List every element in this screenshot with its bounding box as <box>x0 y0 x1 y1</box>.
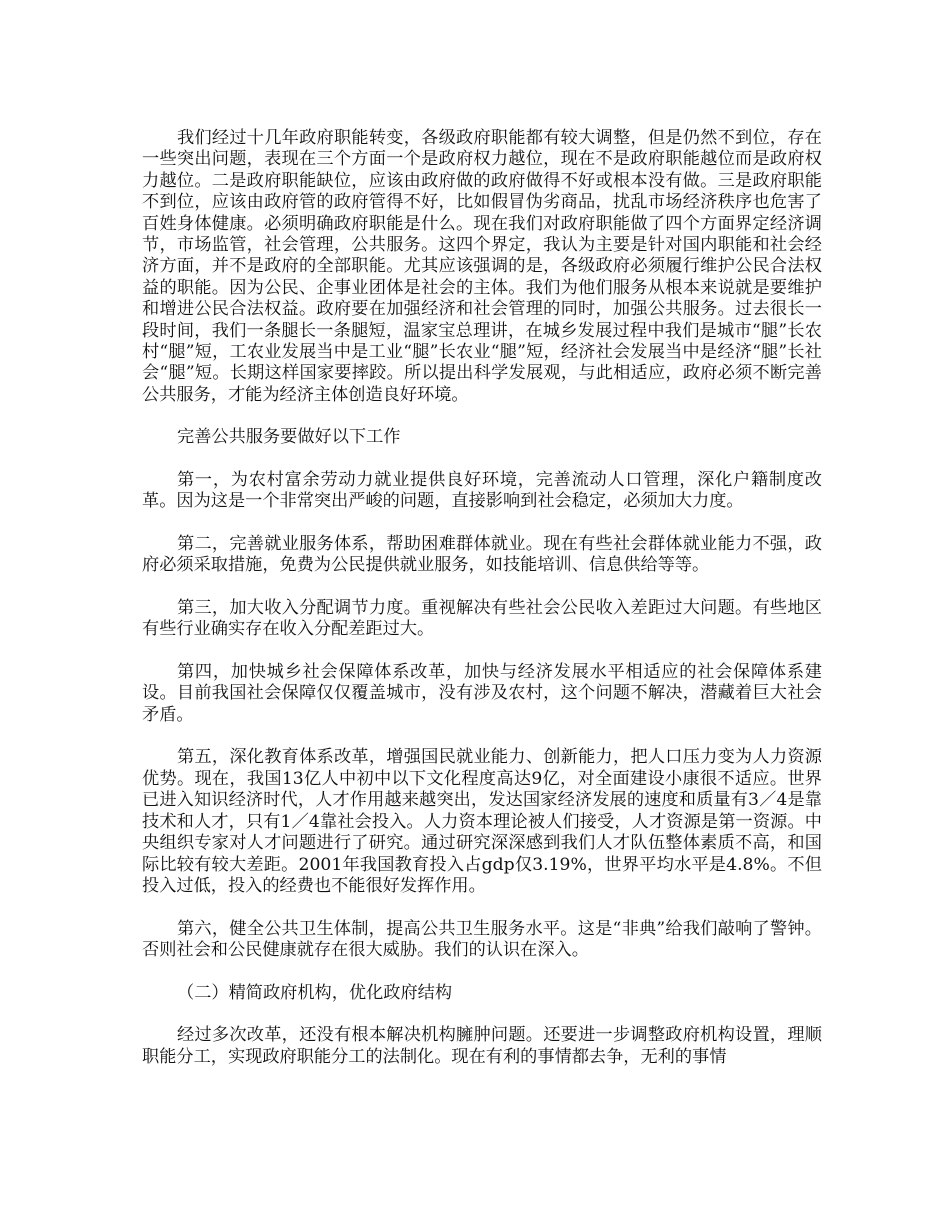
paragraph-institutional-reform: 经过多次改革，还没有根本解决机构臃肿问题。还要进一步调整政府机构设置，理顺职能分工，实现政府职能分工的法制化。现在有利的事情都去争，无利的事情 <box>142 1025 822 1067</box>
section-heading-streamline-institutions: （二）精简政府机构，优化政府结构 <box>177 982 453 1003</box>
paragraph-government-functions: 我们经过十几年政府职能转变，各级政府职能都有较大调整，但是仍然不到位，存在一些突出问题，表现在三个方面一个是政府权力越位，现在不是政府职能越位而是政府权力越位。二是政府职能缺位，应该由政府做的政府做得不好或根本没有做。三是政府职能不到位，应该由政府管的政府管得不好，比如假冒伪劣商品，扰乱市场经济秩序也危害了百姓身体健康。必须明确政府职能是什么。现在我们对政府职能做了四个方面界定经济调节，市场监管，社会管理，公共服务。这四个界定，我认为主要是针对国内职能和社会经济方面，并不是政府的全部职能。尤其应该强调的是，各级政府必须履行维护公民合法权益的职能。因为公民、企事业团体是社会的主体。我们为他们服务从根本来说就是要维护和增进公民合法权益。政府要在加强经济和社会管理的同时，加强公共服务。过去很长一段时间，我们一条腿长一条腿短，温家宝总理讲，在城乡发展过程中我们是城市“腿”长农村“腿”短，工农业发展当中是工业“腿”长农业“腿”短，经济社会发展当中是经济“腿”长社会“腿”短。长期这样国家要摔跤。所以提出科学发展观，与此相适应，政府必须不断完善公共服务，才能为经济主体创造良好环境。 <box>142 128 822 405</box>
document-page <box>142 128 822 1089</box>
paragraph-item-2: 第二，完善就业服务体系，帮助困难群体就业。现在有些社会群体就业能力不强，政府必须采取措施，免费为公民提供就业服务，如技能培训、信息供给等等。 <box>142 534 822 576</box>
paragraph-item-3: 第三，加大收入分配调节力度。重视解决有些社会公民收入差距过大问题。有些地区有些行业确实存在收入分配差距过大。 <box>142 598 822 640</box>
paragraph-item-6: 第六，健全公共卫生体制，提高公共卫生服务水平。这是“非典”给我们敲响了警钟。否则社会和公民健康就存在很大威胁。我们的认识在深入。 <box>142 918 822 960</box>
paragraph-item-5: 第五，深化教育体系改革，增强国民就业能力、创新能力，把人口压力变为人力资源优势。现在，我国13亿人中初中以下文化程度高达9亿，对全面建设小康很不适应。世界已进入知识经济时代，人才作用越来越突出，发达国家经济发展的速度和质量有3／4是靠技术和人才，只有1／4靠社会投入。人力资本理论被人们接受，人才资源是第一资源。中央组织专家对人才问题进行了研究。通过研究深深感到我们人才队伍整体素质不高，和国际比较有较大差距。2001年我国教育投入占gdp仅3.19%，世界平均水平是4.8%。不但投入过低，投入的经费也不能很好发挥作用。 <box>142 747 822 896</box>
paragraph-item-4: 第四，加快城乡社会保障体系改革，加快与经济发展水平相适应的社会保障体系建设。目前我国社会保障仅仅覆盖城市，没有涉及农村，这个问题不解决，潜藏着巨大社会矛盾。 <box>142 662 822 725</box>
paragraph-item-1: 第一，为农村富余劳动力就业提供良好环境，完善流动人口管理，深化户籍制度改革。因为这是一个非常突出严峻的问题，直接影响到社会稳定，必须加大力度。 <box>142 470 822 512</box>
section-heading-public-services: 完善公共服务要做好以下工作 <box>177 427 401 448</box>
